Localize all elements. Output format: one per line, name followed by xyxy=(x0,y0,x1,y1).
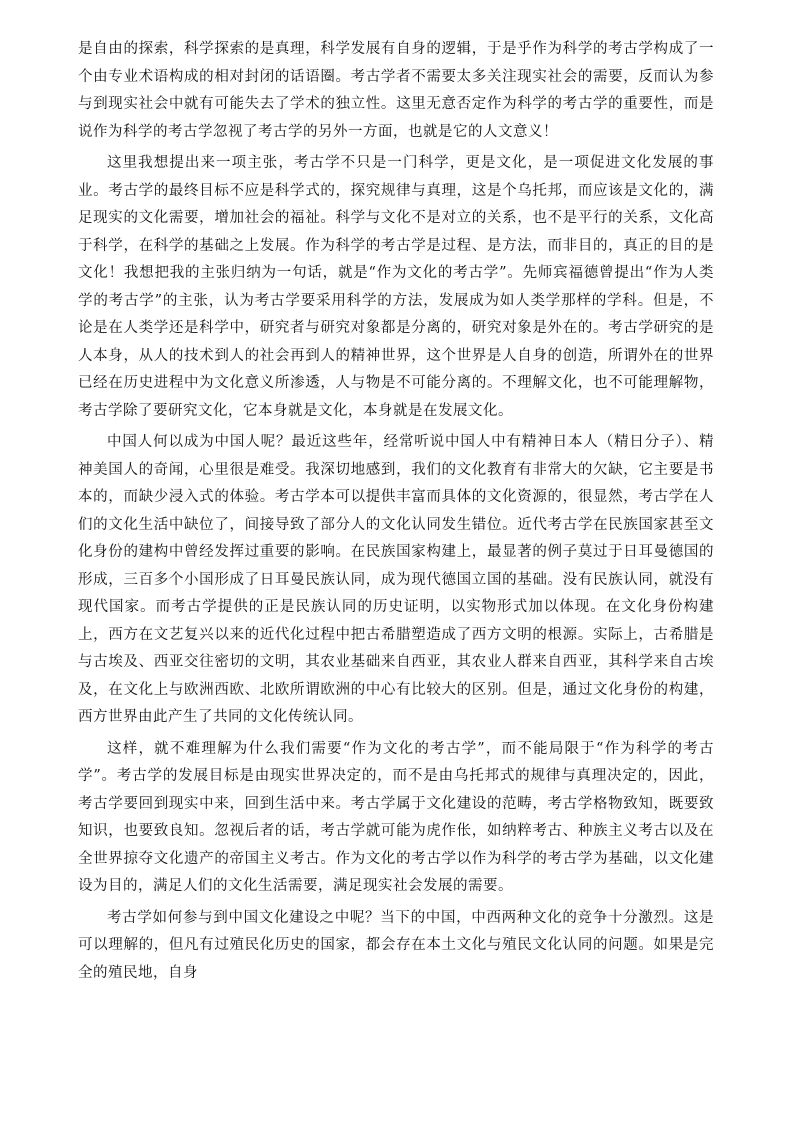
paragraph-1: 是自由的探索，科学探索的是真理，科学发展有自身的逻辑，于是乎作为科学的考古学构成了一个由专业术语构成的相对封闭的话语圈。考古学者不需要太多关注现实社会的需要，反而认为参与到现实社会中就有可能失去了学术的独立性。这里无意否定作为科学的考古学的重要性，而是说作为科学的考古学忽视了考古学的另外一方面，也就是它的人文意义！ xyxy=(78,41,714,140)
paragraph-2: 这里我想提出来一项主张，考古学不只是一门科学，更是文化，是一项促进文化发展的事业。考古学的最终目标不应是科学式的，探究规律与真理，这是个乌托邦，而应该是文化的，满足现实的文化需要，增加社会的福祉。科学与文化不是对立的关系，也不是平行的关系，文化高于科学，在科学的基础之上发展。作为科学的考古学是过程、是方法，而非目的，真正的目的是文化！我想把我的主张归纳为一句话，就是“作为文化的考古学”。先师宾福德曾提出“作为人类学的考古学”的主张，认为考古学要采用科学的方法，发展成为如人类学那样的学科。但是，不论是在人类学还是科学中，研究者与研究对象都是分离的，研究对象是外在的。考古学研究的是人本身，从人的技术到人的社会再到人的精神世界，这个世界是人自身的创造，所谓外在的世界已经在历史进程中为文化意义所渗透，人与物是不可能分离的。不理解文化，也不可能理解物，考古学除了要研究文化，它本身就是文化，本身就是在发展文化。 xyxy=(78,155,714,419)
paragraph-4: 这样，就不难理解为什么我们需要“作为文化的考古学”，而不能局限于“作为科学的考古学”。考古学的发展目标是由现实世界决定的，而不是由乌托邦式的规律与真理决定的，因此，考古学要回到现实中来，回到生活中来。考古学属于文化建设的范畴，考古学格物致知，既要致知识，也要致良知。忽视后者的话，考古学就可能为虎作伥，如纳粹考古、种族主义考古以及在全世界掠夺文化遗产的帝国主义考古。作为文化的考古学以作为科学的考古学为基础，以文化建设为目的，满足人们的文化生活需要，满足现实社会发展的需要。 xyxy=(78,740,714,894)
paragraph-3: 中国人何以成为中国人呢？最近这些年，经常听说中国人中有精神日本人（精日分子）、精神美国人的奇闻，心里很是难受。我深切地感到，我们的文化教育有非常大的欠缺，它主要是书本的，而缺少浸入式的体验。考古学本可以提供丰富而具体的文化资源的，很显然，考古学在人们的文化生活中缺位了，间接导致了部分人的文化认同发生错位。近代考古学在民族国家甚至文化身份的建构中曾经发挥过重要的影响。在民族国家构建上，最显著的例子莫过于日耳曼德国的形成，三百多个小国形成了日耳曼民族认同，成为现代德国立国的基础。没有民族认同，就没有现代国家。而考古学提供的正是民族认同的历史证明，以实物形式加以体现。在文化身份构建上，西方在文艺复兴以来的近代化过程中把古希腊塑造成了西方文明的根源。实际上，古希腊是与古埃及、西亚交往密切的文明，其农业基础来自西亚，其农业人群来自西亚，其科学来自古埃及，在文化上与欧洲西欧、北欧所谓欧洲的中心有比较大的区别。但是，通过文化身份的构建，西方世界由此产生了共同的文化传统认同。 xyxy=(78,434,714,725)
paragraph-5: 考古学如何参与到中国文化建设之中呢？当下的中国，中西两种文化的竞争十分激烈。这是可以理解的，但凡有过殖民化历史的国家，都会存在本土文化与殖民文化认同的问题。如果是完全的殖民地，自身 xyxy=(78,909,714,981)
article-body xyxy=(78,36,714,991)
